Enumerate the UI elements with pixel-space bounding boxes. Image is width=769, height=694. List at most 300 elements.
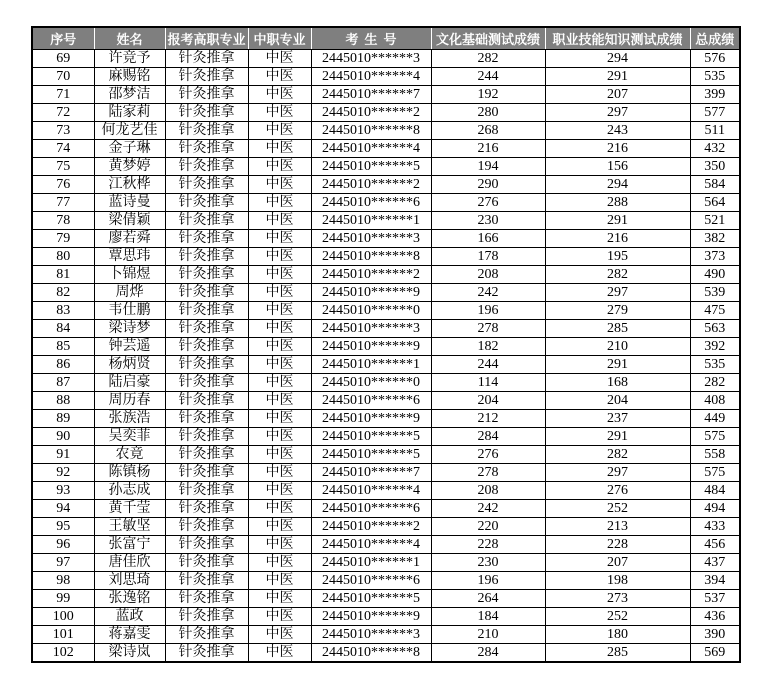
table-cell: 392 [690, 338, 740, 356]
table-cell: 蓝诗曼 [94, 194, 165, 212]
table-row [32, 158, 740, 176]
table-cell: 中医 [248, 410, 311, 428]
table-cell: 204 [545, 392, 690, 410]
table-cell: 288 [545, 194, 690, 212]
table-cell: 71 [32, 86, 94, 104]
table-cell: 邵梦洁 [94, 86, 165, 104]
table-cell: 陆启豪 [94, 374, 165, 392]
table-cell: 中医 [248, 194, 311, 212]
table-cell: 黄梦婷 [94, 158, 165, 176]
table-cell: 535 [690, 356, 740, 374]
table-cell: 98 [32, 572, 94, 590]
table-cell: 针灸推拿 [165, 590, 248, 608]
column-header-secondary-major: 中职专业 [248, 27, 311, 50]
table-cell: 中医 [248, 338, 311, 356]
table-cell: 针灸推拿 [165, 338, 248, 356]
table-cell: 中医 [248, 572, 311, 590]
table-cell: 何龙艺佳 [94, 122, 165, 140]
table-row [32, 572, 740, 590]
table-cell: 针灸推拿 [165, 572, 248, 590]
column-header-name: 姓名 [94, 27, 165, 50]
table-cell: 2445010******4 [311, 140, 431, 158]
table-cell: 77 [32, 194, 94, 212]
table-cell: 285 [545, 320, 690, 338]
table-cell: 252 [545, 608, 690, 626]
table-cell: 2445010******6 [311, 572, 431, 590]
table-cell: 针灸推拿 [165, 266, 248, 284]
table-cell: 89 [32, 410, 94, 428]
table-cell: 282 [545, 446, 690, 464]
table-cell: 2445010******4 [311, 482, 431, 500]
table-cell: 针灸推拿 [165, 158, 248, 176]
table-cell: 75 [32, 158, 94, 176]
table-cell: 208 [431, 482, 545, 500]
table-cell: 584 [690, 176, 740, 194]
table-cell: 180 [545, 626, 690, 644]
table-cell: 168 [545, 374, 690, 392]
table-cell: 2445010******7 [311, 464, 431, 482]
table-cell: 210 [545, 338, 690, 356]
table-cell: 432 [690, 140, 740, 158]
table-cell: 80 [32, 248, 94, 266]
table-cell: 麻赐铭 [94, 68, 165, 86]
table-cell: 中医 [248, 212, 311, 230]
table-cell: 196 [431, 302, 545, 320]
table-cell: 242 [431, 500, 545, 518]
table-cell: 中医 [248, 320, 311, 338]
table-cell: 中医 [248, 158, 311, 176]
table-cell: 2445010******5 [311, 446, 431, 464]
table-cell: 511 [690, 122, 740, 140]
table-cell: 216 [545, 230, 690, 248]
table-cell: 297 [545, 104, 690, 122]
table-cell: 156 [545, 158, 690, 176]
table-cell: 2445010******5 [311, 428, 431, 446]
table-cell: 中医 [248, 68, 311, 86]
table-cell: 中医 [248, 230, 311, 248]
table-cell: 中医 [248, 356, 311, 374]
table-cell: 陈镇杨 [94, 464, 165, 482]
table-cell: 针灸推拿 [165, 140, 248, 158]
table-cell: 86 [32, 356, 94, 374]
table-cell: 针灸推拿 [165, 212, 248, 230]
table-cell: 蒋嘉雯 [94, 626, 165, 644]
table-cell: 99 [32, 590, 94, 608]
table-cell: 297 [545, 284, 690, 302]
table-cell: 梁诗梦 [94, 320, 165, 338]
table-cell: 2445010******9 [311, 338, 431, 356]
table-row [32, 284, 740, 302]
table-cell: 575 [690, 464, 740, 482]
table-cell: 95 [32, 518, 94, 536]
table-cell: 周烨 [94, 284, 165, 302]
table-cell: 中医 [248, 140, 311, 158]
table-cell: 中医 [248, 284, 311, 302]
table-cell: 290 [431, 176, 545, 194]
table-cell: 216 [431, 140, 545, 158]
table-cell: 100 [32, 608, 94, 626]
table-cell: 373 [690, 248, 740, 266]
table-cell: 针灸推拿 [165, 248, 248, 266]
table-cell: 166 [431, 230, 545, 248]
table-cell: 182 [431, 338, 545, 356]
table-cell: 针灸推拿 [165, 176, 248, 194]
table-cell: 284 [431, 644, 545, 663]
table-cell: 242 [431, 284, 545, 302]
table-cell: 刘思琦 [94, 572, 165, 590]
table-cell: 2445010******3 [311, 626, 431, 644]
table-cell: 2445010******4 [311, 68, 431, 86]
table-cell: 韦仕鹏 [94, 302, 165, 320]
column-header-total-score: 总成绩 [690, 27, 740, 50]
table-row [32, 338, 740, 356]
table-row [32, 86, 740, 104]
table-row [32, 140, 740, 158]
table-cell: 278 [431, 320, 545, 338]
table-cell: 244 [431, 356, 545, 374]
table-cell: 399 [690, 86, 740, 104]
table-cell: 针灸推拿 [165, 68, 248, 86]
table-row [32, 428, 740, 446]
table-cell: 针灸推拿 [165, 482, 248, 500]
table-cell: 2445010******8 [311, 248, 431, 266]
table-cell: 244 [431, 68, 545, 86]
table-cell: 204 [431, 392, 545, 410]
table-cell: 436 [690, 608, 740, 626]
table-cell: 243 [545, 122, 690, 140]
table-cell: 2445010******9 [311, 410, 431, 428]
table-row [32, 176, 740, 194]
table-cell: 中医 [248, 554, 311, 572]
table-row [32, 194, 740, 212]
table-cell: 102 [32, 644, 94, 663]
table-cell: 196 [431, 572, 545, 590]
column-header-culture-score: 文化基础测试成绩 [431, 27, 545, 50]
table-row [32, 356, 740, 374]
table-cell: 291 [545, 212, 690, 230]
table-row [32, 644, 740, 663]
table-cell: 杨炳贤 [94, 356, 165, 374]
table-cell: 吴奕菲 [94, 428, 165, 446]
table-cell: 456 [690, 536, 740, 554]
table-cell: 195 [545, 248, 690, 266]
table-cell: 294 [545, 50, 690, 68]
table-cell: 268 [431, 122, 545, 140]
table-cell: 周历春 [94, 392, 165, 410]
table-cell: 264 [431, 590, 545, 608]
table-cell: 2445010******3 [311, 320, 431, 338]
table-cell: 针灸推拿 [165, 104, 248, 122]
table-cell: 针灸推拿 [165, 374, 248, 392]
table-cell: 69 [32, 50, 94, 68]
table-cell: 梁诗岚 [94, 644, 165, 663]
table-cell: 74 [32, 140, 94, 158]
table-row [32, 122, 740, 140]
table-cell: 2445010******4 [311, 536, 431, 554]
table-cell: 230 [431, 554, 545, 572]
table-cell: 279 [545, 302, 690, 320]
table-cell: 针灸推拿 [165, 464, 248, 482]
table-cell: 230 [431, 212, 545, 230]
table-cell: 291 [545, 356, 690, 374]
table-cell: 276 [431, 446, 545, 464]
table-cell: 282 [690, 374, 740, 392]
table-cell: 卜锦煜 [94, 266, 165, 284]
table-cell: 437 [690, 554, 740, 572]
score-table [31, 26, 741, 663]
table-cell: 2445010******5 [311, 590, 431, 608]
table-cell: 433 [690, 518, 740, 536]
table-cell: 394 [690, 572, 740, 590]
table-cell: 中医 [248, 266, 311, 284]
table-cell: 中医 [248, 608, 311, 626]
table-cell: 针灸推拿 [165, 410, 248, 428]
table-row [32, 68, 740, 86]
table-cell: 针灸推拿 [165, 194, 248, 212]
table-row [32, 320, 740, 338]
table-cell: 350 [690, 158, 740, 176]
table-cell: 213 [545, 518, 690, 536]
table-cell: 563 [690, 320, 740, 338]
table-cell: 孙志成 [94, 482, 165, 500]
table-cell: 539 [690, 284, 740, 302]
table-cell: 覃思玮 [94, 248, 165, 266]
table-cell: 79 [32, 230, 94, 248]
column-header-applied-major: 报考高职专业 [165, 27, 248, 50]
table-row [32, 50, 740, 68]
table-cell: 72 [32, 104, 94, 122]
column-header-candidate-number: 考生号 [311, 27, 431, 50]
table-cell: 中医 [248, 374, 311, 392]
table-cell: 284 [431, 428, 545, 446]
table-cell: 针灸推拿 [165, 500, 248, 518]
table-cell: 449 [690, 410, 740, 428]
table-cell: 83 [32, 302, 94, 320]
table-row [32, 518, 740, 536]
table-cell: 2445010******8 [311, 644, 431, 663]
table-cell: 农竟 [94, 446, 165, 464]
table-cell: 针灸推拿 [165, 392, 248, 410]
table-cell: 梁倩颖 [94, 212, 165, 230]
table-cell: 101 [32, 626, 94, 644]
table-cell: 390 [690, 626, 740, 644]
table-cell: 中医 [248, 536, 311, 554]
table-cell: 2445010******2 [311, 176, 431, 194]
table-cell: 278 [431, 464, 545, 482]
table-cell: 中医 [248, 122, 311, 140]
table-row [32, 248, 740, 266]
table-cell: 中医 [248, 446, 311, 464]
table-cell: 中医 [248, 482, 311, 500]
table-cell: 291 [545, 428, 690, 446]
table-cell: 220 [431, 518, 545, 536]
table-cell: 金子琳 [94, 140, 165, 158]
table-cell: 黄千莹 [94, 500, 165, 518]
table-cell: 198 [545, 572, 690, 590]
table-cell: 2445010******0 [311, 374, 431, 392]
table-row [32, 554, 740, 572]
table-cell: 294 [545, 176, 690, 194]
table-cell: 王敏坚 [94, 518, 165, 536]
table-cell: 210 [431, 626, 545, 644]
table-cell: 2445010******2 [311, 104, 431, 122]
score-table-body [32, 50, 740, 663]
table-cell: 96 [32, 536, 94, 554]
table-cell: 针灸推拿 [165, 446, 248, 464]
table-cell: 577 [690, 104, 740, 122]
table-cell: 中医 [248, 464, 311, 482]
table-row [32, 482, 740, 500]
table-cell: 276 [545, 482, 690, 500]
score-table-header [32, 27, 740, 50]
table-cell: 2445010******6 [311, 392, 431, 410]
table-cell: 114 [431, 374, 545, 392]
table-cell: 537 [690, 590, 740, 608]
header-row [32, 27, 740, 50]
table-cell: 92 [32, 464, 94, 482]
table-cell: 针灸推拿 [165, 302, 248, 320]
table-cell: 针灸推拿 [165, 356, 248, 374]
table-cell: 张逸铭 [94, 590, 165, 608]
table-cell: 针灸推拿 [165, 320, 248, 338]
table-cell: 中医 [248, 86, 311, 104]
table-cell: 184 [431, 608, 545, 626]
table-cell: 中医 [248, 104, 311, 122]
table-cell: 针灸推拿 [165, 428, 248, 446]
table-row [32, 608, 740, 626]
table-cell: 2445010******8 [311, 122, 431, 140]
table-cell: 475 [690, 302, 740, 320]
table-cell: 78 [32, 212, 94, 230]
table-cell: 针灸推拿 [165, 518, 248, 536]
table-cell: 90 [32, 428, 94, 446]
table-cell: 中医 [248, 50, 311, 68]
table-cell: 73 [32, 122, 94, 140]
table-row [32, 212, 740, 230]
table-cell: 252 [545, 500, 690, 518]
table-cell: 针灸推拿 [165, 536, 248, 554]
table-cell: 针灸推拿 [165, 86, 248, 104]
table-cell: 陆家莉 [94, 104, 165, 122]
table-cell: 521 [690, 212, 740, 230]
table-cell: 207 [545, 86, 690, 104]
table-cell: 2445010******9 [311, 608, 431, 626]
table-cell: 2445010******6 [311, 194, 431, 212]
table-cell: 中医 [248, 590, 311, 608]
table-cell: 282 [431, 50, 545, 68]
table-cell: 576 [690, 50, 740, 68]
table-cell: 291 [545, 68, 690, 86]
table-row [32, 500, 740, 518]
table-cell: 中医 [248, 500, 311, 518]
table-cell: 490 [690, 266, 740, 284]
table-cell: 针灸推拿 [165, 554, 248, 572]
table-cell: 中医 [248, 248, 311, 266]
table-cell: 97 [32, 554, 94, 572]
table-cell: 针灸推拿 [165, 626, 248, 644]
table-row [32, 590, 740, 608]
table-cell: 2445010******9 [311, 284, 431, 302]
table-cell: 408 [690, 392, 740, 410]
table-cell: 中医 [248, 518, 311, 536]
table-row [32, 104, 740, 122]
table-row [32, 626, 740, 644]
table-row [32, 230, 740, 248]
table-cell: 2445010******6 [311, 500, 431, 518]
table-cell: 208 [431, 266, 545, 284]
table-cell: 2445010******1 [311, 554, 431, 572]
table-cell: 2445010******1 [311, 356, 431, 374]
table-cell: 2445010******3 [311, 50, 431, 68]
table-cell: 蓝政 [94, 608, 165, 626]
table-cell: 285 [545, 644, 690, 663]
table-cell: 张族浩 [94, 410, 165, 428]
table-cell: 382 [690, 230, 740, 248]
table-cell: 针灸推拿 [165, 284, 248, 302]
table-cell: 216 [545, 140, 690, 158]
table-cell: 2445010******1 [311, 212, 431, 230]
table-cell: 276 [431, 194, 545, 212]
table-cell: 廖若舜 [94, 230, 165, 248]
table-cell: 张富宁 [94, 536, 165, 554]
table-cell: 中医 [248, 428, 311, 446]
table-row [32, 374, 740, 392]
table-cell: 91 [32, 446, 94, 464]
table-cell: 297 [545, 464, 690, 482]
table-row [32, 410, 740, 428]
table-cell: 237 [545, 410, 690, 428]
table-cell: 280 [431, 104, 545, 122]
column-header-index: 序号 [32, 27, 94, 50]
table-row [32, 446, 740, 464]
table-cell: 2445010******3 [311, 230, 431, 248]
table-cell: 2445010******2 [311, 266, 431, 284]
table-cell: 535 [690, 68, 740, 86]
table-cell: 207 [545, 554, 690, 572]
table-cell: 76 [32, 176, 94, 194]
table-cell: 2445010******0 [311, 302, 431, 320]
table-cell: 564 [690, 194, 740, 212]
table-cell: 228 [431, 536, 545, 554]
table-cell: 中医 [248, 392, 311, 410]
table-cell: 194 [431, 158, 545, 176]
table-cell: 中医 [248, 302, 311, 320]
table-cell: 唐佳欣 [94, 554, 165, 572]
table-row [32, 266, 740, 284]
table-cell: 494 [690, 500, 740, 518]
table-cell: 178 [431, 248, 545, 266]
table-cell: 针灸推拿 [165, 644, 248, 663]
table-row [32, 302, 740, 320]
table-cell: 575 [690, 428, 740, 446]
table-row [32, 392, 740, 410]
table-cell: 针灸推拿 [165, 50, 248, 68]
table-cell: 87 [32, 374, 94, 392]
table-cell: 针灸推拿 [165, 608, 248, 626]
table-cell: 93 [32, 482, 94, 500]
table-cell: 82 [32, 284, 94, 302]
table-cell: 484 [690, 482, 740, 500]
table-cell: 针灸推拿 [165, 122, 248, 140]
score-table-container [31, 26, 741, 663]
table-cell: 2445010******5 [311, 158, 431, 176]
table-cell: 569 [690, 644, 740, 663]
table-cell: 212 [431, 410, 545, 428]
table-cell: 88 [32, 392, 94, 410]
column-header-skill-score: 职业技能知识测试成绩 [545, 27, 690, 50]
table-cell: 558 [690, 446, 740, 464]
table-row [32, 464, 740, 482]
